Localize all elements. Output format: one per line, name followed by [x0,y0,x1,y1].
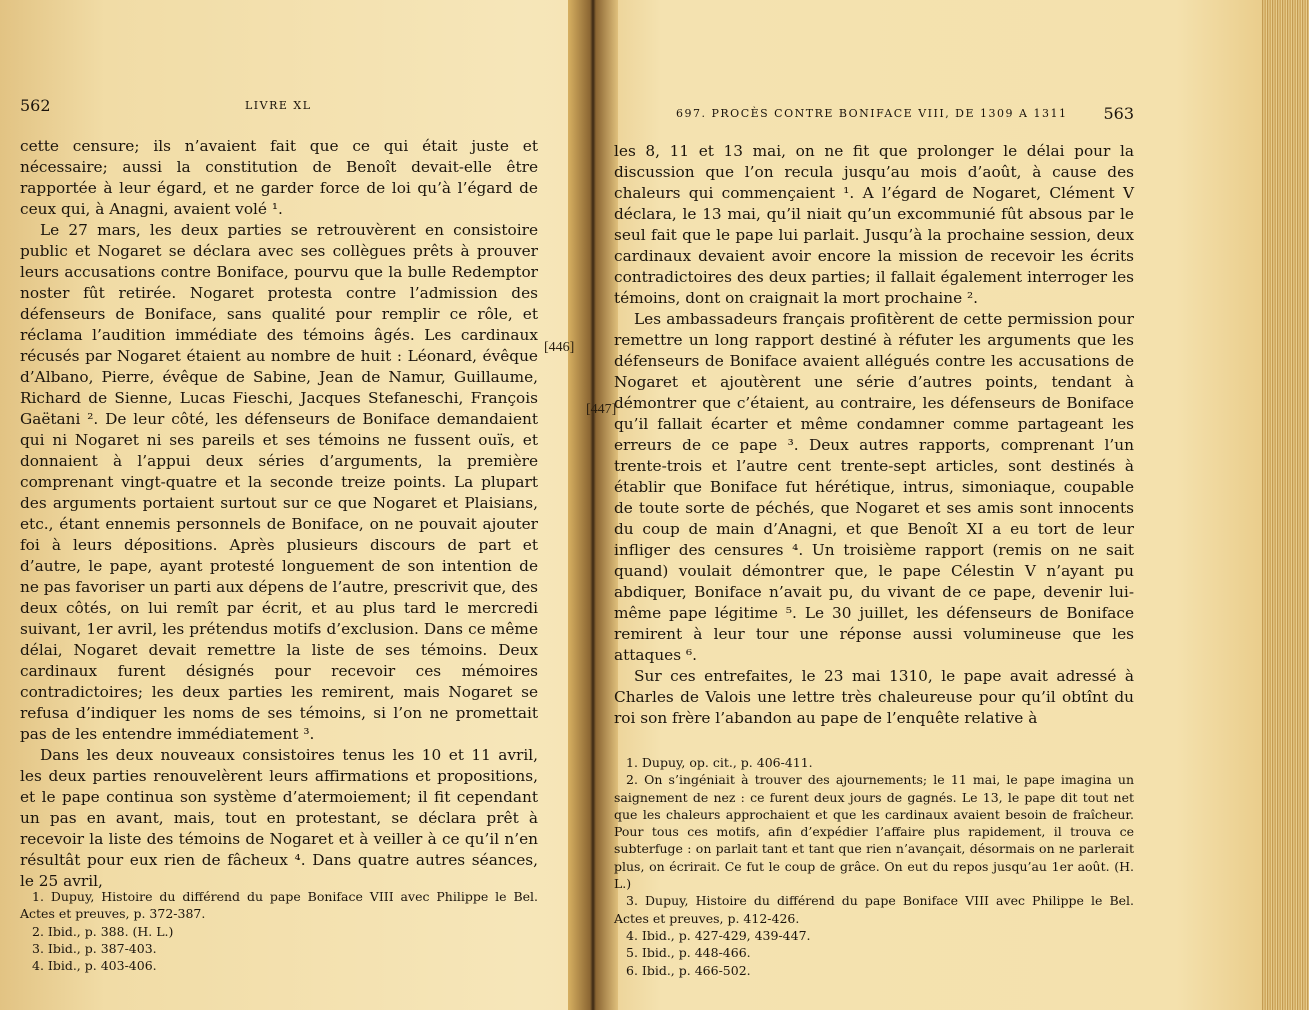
page-edges [1262,0,1309,1010]
footnote: 3. Ibid., p. 387-403. [32,940,157,956]
book-gutter [568,0,618,1010]
right-footnotes [614,754,1134,979]
right-page-header [614,104,1134,126]
paragraph: Le 27 mars, les deux parties se retrouvèrent en consistoire public et Nogaret se déclara avec ses collègues prêts à prouver leurs accusations contre Boniface, pourvu que la bulle Redemptor noster fût retirée. Nogaret protesta contre l’admission des défenseurs de Boniface, sans qualité pour remplir ce rôle, et réclama l’audition immédiate des témoins âgés. Les cardinaux récusés par Nogaret étaient au nombre de huit : Léonard, évêque d’Albano, Pierre, évêque de Sabine, Jean de Namur, Guillaume, Richard de Sienne, Lucas Fieschi, Jacques Stefaneschi, François Gaëtani ². De leur côté, les défenseurs de Boniface demandaient qui ni Nogaret ni ses pareils et ses témoins ne fussent ouïs, et donnaient à l’appui deux séries d’arguments, la première comprenant vingt-quatre et la seconde treize points. La plupart des arguments portaient surtout sur ce que Nogaret et Plaisians, etc., étant ennemis personnels de Boniface, on ne pouvait ajouter foi à leurs dépositions. Après plusieurs discours de part et d’autre, le pape, ayant protesté longuement de son intention de ne pas favoriser un parti aux dépens de l’autre, prescrivit que, des deux côtés, on lui remît par écrit, et au plus tard le mercredi suivant, 1er avril, les prétendus motifs d’exclusion. Dans ce même délai, Nogaret devait remettre la liste de ses témoins. Deux cardinaux furent désignés pour recevoir ces mémoires contradictoires; les deux parties les remirent, mais Nogaret se refusa d’indiquer les noms de ses témoins, si l’on ne promettait pas de les entendre immédiatement ³. [20,221,538,743]
footnote: 4. Ibid., p. 403-406. [32,958,157,974]
paragraph: Sur ces entrefaites, le 23 mai 1310, le pape avait adressé à Charles de Valois une lettre très chaleureuse pour qu’il obtînt du roi son frère l’abandon au pape de l’enquête relative à [614,667,1134,727]
page-number: 562 [20,96,51,115]
running-head: LIVRE XL [245,99,312,112]
left-body-text [20,136,538,892]
page-number: 563 [1103,104,1134,123]
footnote: 2. Ibid., p. 388. (H. L.) [32,923,174,939]
paragraph: les 8, 11 et 13 mai, on ne fit que prolonger le délai pour la discussion que l’on recula jusqu’au mois d’août, à cause des chaleurs qui commençaient ¹. A l’égard de Nogaret, Clément V déclara, le 13 mai, qu’il niait qu’un excommunié fût absous par le seul fait que le pape lui parlait. Jusqu’à la prochaine session, deux cardinaux devaient avoir encore la mission de recevoir les écrits contradictoires des deux parties; il fallait également interroger les témoins, dont on craignait la mort prochaine ². [614,142,1134,307]
paragraph: Dans les deux nouveaux consistoires tenus les 10 et 11 avril, les deux parties renouvelèrent leurs affirmations et propositions, et le pape continua son système d’atermoiement; il fit cependant un pas en avant, mais, tout en protestant, se déclara prêt à recevoir la liste des témoins de Nogaret et à veiller à ce qu’il n’en résultât pour eux rien de fâcheux ⁴. Dans quatre autres séances, le 25 avril, [20,746,538,890]
left-footnotes [20,888,538,974]
footnote: 1. Dupuy, Histoire du différend du pape Boniface VIII avec Philippe le Bel. Actes et preuves, p. 372-387. [20,889,538,922]
footnote: 4. Ibid., p. 427-429, 439-447. [626,927,811,943]
footnote: 1. Dupuy, op. cit., p. 406-411. [626,755,813,770]
footnote: 2. On s’ingéniait à trouver des ajournements; le 11 mai, le pape imagina un saignement de nez : ce furent deux jours de gagnés. Le 13, le pape dit tout net que les chaleurs approchaient et que les cardinaux avaient besoin de fraîcheur. Pour tous ces motifs, afin d’expédier l’affaire plus rapidement, il trouva ce subterfuge : on parlait tant et tant que rien n’avançait, désormais on ne parlerait plus, on écrirait. Ce fut le coup de grâce. On eut du repos jusqu’au 1er août. (H. L.) [614,772,1134,892]
margin-page-marker: [447] [586,402,617,417]
margin-page-marker: [446] [544,340,575,355]
paragraph: Les ambassadeurs français profitèrent de cette permission pour remettre un long rapport destiné à réfuter les arguments que les défenseurs de Boniface avaient allégués contre les accusations de Nogaret et ajoutèrent une série d’autres points, tendant à démontrer que c’étaient, au contraire, les défenseurs de Boniface qu’il fallait écarter et même condamner comme partageant les erreurs de ce pape ³. Deux autres rapports, comprenant l’un trente-trois et l’autre cent trente-sept articles, sont destinés à établir que Boniface fut hérétique, intrus, simoniaque, coupable de toute sorte de péchés, que Nogaret et ses amis sont innocents du coup de main d’Anagni, et que Benoît XI a eu tort de leur infliger des censures ⁴. Un troisième rapport (remis on ne sait quand) voulait démontrer que, le pape Célestin V n’ayant pu abdiquer, Boniface n’avait pu, du vivant de ce pape, devenir lui-même pape légitime ⁵. Le 30 juillet, les défenseurs de Boniface remirent à leur tour une réponse aussi volumineuse que les attaques ⁶. [614,310,1134,664]
footnote: 5. Ibid., p. 448-466. [626,945,751,961]
left-page-header [20,96,538,118]
right-body-text [614,141,1134,729]
footnote: 3. Dupuy, Histoire du différend du pape Boniface VIII avec Philippe le Bel. Actes et preuves, p. 412-426. [614,893,1134,926]
running-head: 697. PROCÈS CONTRE BONIFACE VIII, DE 1309 A 1311 [676,107,1068,120]
paragraph: cette censure; ils n’avaient fait que ce qui était juste et nécessaire; aussi la constitution de Benoît devait-elle être rapportée à leur égard, et ne garder force de loi qu’à l’égard de ceux qui, à Anagni, avaient volé ¹. [20,137,538,218]
footnote: 6. Ibid., p. 466-502. [626,962,751,978]
